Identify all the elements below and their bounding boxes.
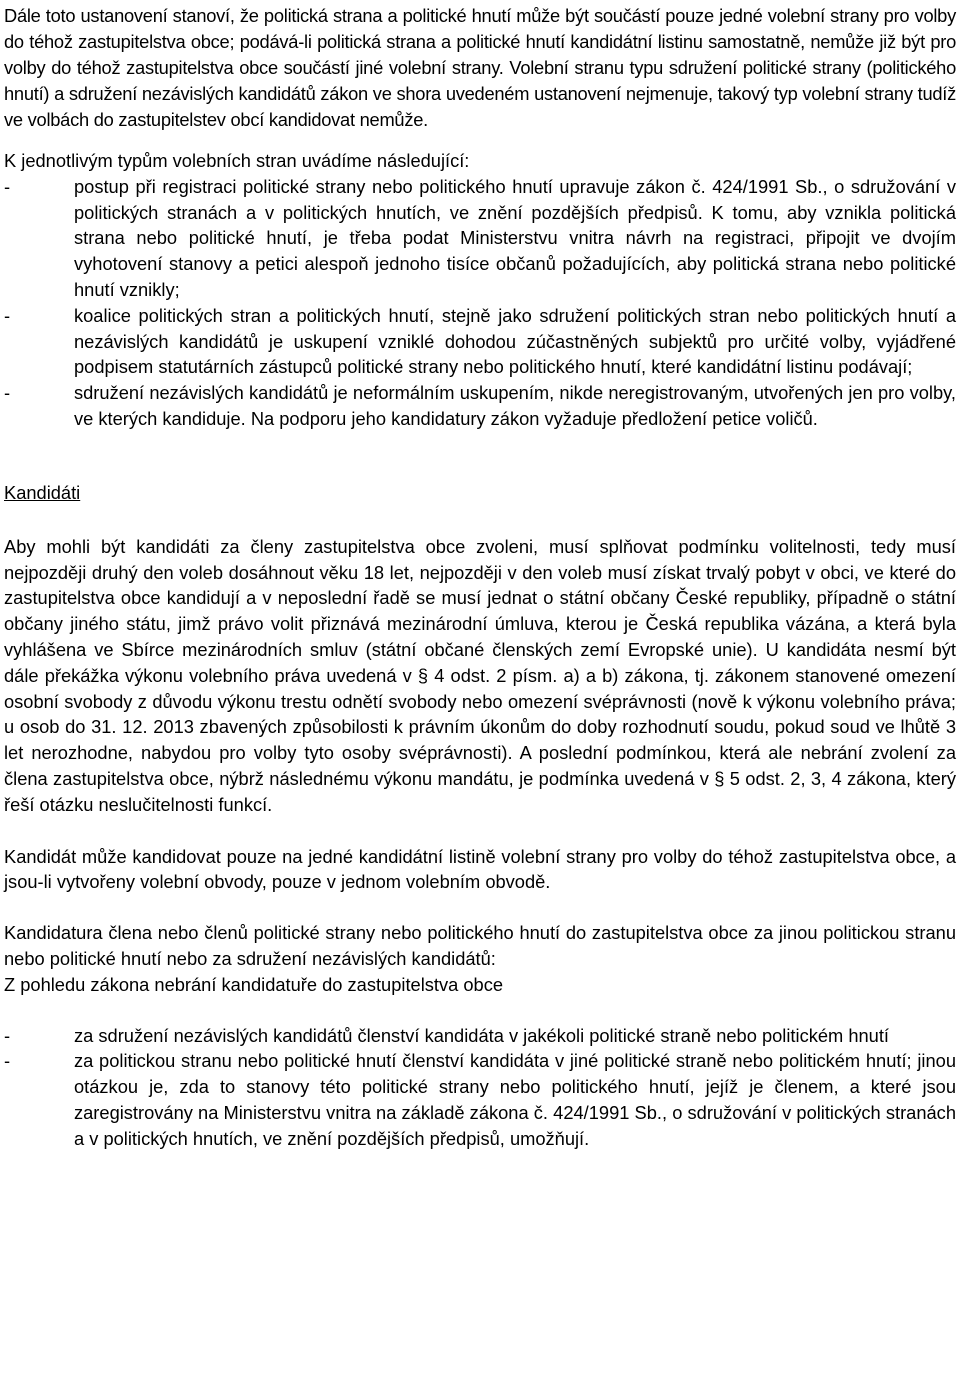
list-dash: - (4, 1050, 11, 1072)
list-item-text: sdružení nezávislých kandidátů je neformálním uskupením, nikde neregistrovaným, utvořených jen pro volby, ve kterých kandiduje. Na podporu jeho kandidatury zákon vyžaduje předložení petice voličů. (74, 382, 956, 429)
paragraph-law-perspective: Z pohledu zákona nebrání kandidatuře do zastupitelstva obce (4, 973, 504, 995)
paragraph-intro: Dále toto ustanovení stanoví, že politická strana a politické hnutí může být součástí pouze jedné volební strany pro volby do téhož zastupitelstva obce; podává-li politická strana a politické hnutí kandidátní listinu samostatně, nemůže již být pro volby do téhož zastupitelstva obce součástí jiné volební strany. Volební stranu typu sdružení politické strany (politického hnutí) a sdružení nezávislých kandidátů zákon ve shora uvedeném ustanovení nejmenuje, takový typ volební strany tudíž ve volbách do zastupitelstev obcí kandidovat nemůže. (4, 5, 956, 130)
list-item (4, 1048, 956, 1151)
list-dash: - (4, 304, 11, 326)
section-heading-candidates: Kandidáti (4, 481, 81, 503)
paragraph-candidates-single-list: Kandidát může kandidovat pouze na jedné kandidátní listině volební strany pro volby do téhož zastupitelstva obce, a jsou-li vytvořeny volební obvody, pouze v jednom volebním obvodě. (4, 845, 956, 893)
paragraph-candidacy-other-party: Kandidatura člena nebo členů politické strany nebo politického hnutí do zastupitelstva obce za jinou politickou stranu nebo politické hnutí nebo za sdružení nezávislých kandidátů: (4, 922, 956, 969)
list-dash: - (4, 175, 11, 197)
list-item (4, 174, 956, 303)
list-item-text: za sdružení nezávislých kandidátů členství kandidáta v jakékoli politické straně nebo politickém hnutí (74, 1024, 889, 1046)
list-dash: - (4, 382, 11, 404)
list-item-text: za politickou stranu nebo politické hnutí členství kandidáta v jiné politické straně nebo politickém hnutí; jinou otázkou je, zda to stanovy této politické strany nebo politického hnutí, jejíž je členem, a které jsou zaregistrovány na Ministerstvu vnitra na základě zákona č. 424/1991 Sb., o sdružování v politických stranách a v politických hnutích, ve znění pozdějších předpisů, umožňují. (74, 1050, 956, 1149)
paragraph-party-types-intro: K jednotlivým typům volebních stran uvádíme následující: (4, 150, 470, 171)
list-item (4, 303, 956, 380)
party-types-list (4, 174, 956, 432)
list-dash: - (4, 1024, 11, 1046)
list-item-text: koalice politických stran a politických hnutí, stejně jako sdružení politických stran nebo politických hnutí a nezávislých kandidátů je uskupení vzniklé dohodou zúčastněných subjektů pro určité volby, vyjádřené podpisem statutárních zástupců politické strany nebo politického hnutí, které kandidátní listinu podávají; (74, 304, 956, 378)
list-item (4, 380, 956, 432)
list-item (4, 1023, 956, 1049)
paragraph-candidates-eligibility: Aby mohli být kandidáti za členy zastupitelstva obce zvoleni, musí splňovat podmínku volitelnosti, tedy musí nejpozději druhý den voleb dosáhnout věku 18 let, nejpozději v den voleb musí získat trvalý pobyt v obci, ve které do zastupitelstva obce kandidují a v neposlední řadě se musí jednat o státní občany České republiky, případně o státní občany jiného státu, jimž právo volit přiznává mezinárodní úmluva, kterou je Česká republika vázána, a která byla vyhlášena ve Sbírce mezinárodních smluv (státní občané členských zemí Evropské unie). U kandidáta nesmí být dále překážka výkonu volebního práva uvedená v § 4 odst. 2 písm. a) a b) zákona, tj. zákonem stanovené omezení osobní svobody z důvodu výkonu trestu odnětí svobody nebo omezení svéprávnosti (nově k výkonu volebního práva; u osob do 31. 12. 2013 zbavených způsobilosti k právním úkonům do doby rozhodnutí soudu, pokud soud ve lhůtě 3 let nerozhodne, nabydou pro volby tyto osoby svéprávnosti). A poslední podmínkou, která ale nebrání zvolení za člena zastupitelstva obce, nýbrž následnému výkonu mandátu, je podmínka uvedená v § 5 odst. 2, 3, 4 zákona, který řeší otázku neslučitelnosti funkcí. (4, 535, 956, 815)
candidacy-list (4, 1023, 956, 1152)
list-item-text: postup při registraci politické strany nebo politického hnutí upravuje zákon č. 424/1991 Sb., o sdružování v politických stranách a v politických hnutích, ve znění pozdějších předpisů. K tomu, aby vznikla politická strana nebo politické hnutí, je třeba podat Ministerstvu vnitra návrh na registraci, připojit ve dvojím vyhotovení stanovy a petici alespoň jednoho tisíce občanů požadujících, aby politická strana nebo politické hnutí vznikly; (74, 175, 956, 300)
document-page (4, 0, 956, 1152)
